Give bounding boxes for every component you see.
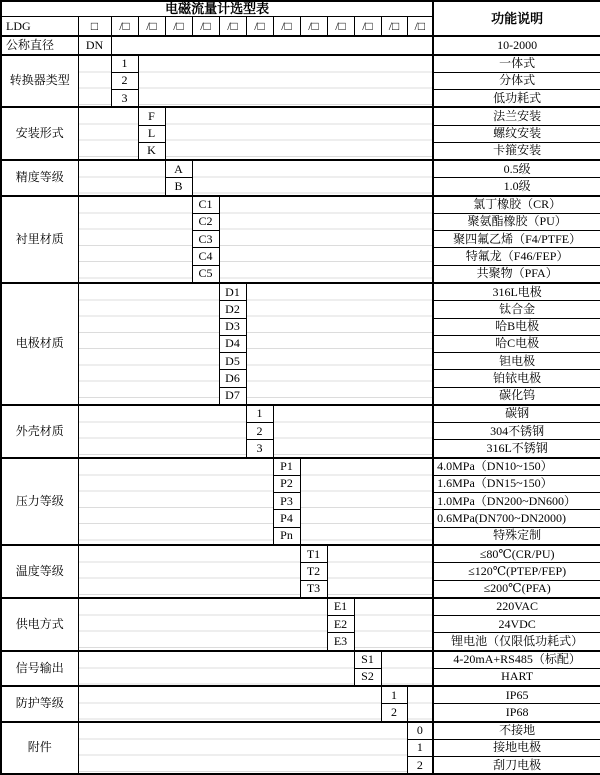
spacer-cell xyxy=(138,55,433,108)
spacer-cell xyxy=(78,598,327,651)
option-description: 316L不锈钢 xyxy=(433,440,600,458)
option-code: D4 xyxy=(219,335,246,352)
option-code: L xyxy=(138,125,165,142)
option-description: 螺纹安装 xyxy=(433,125,600,142)
spacer-cell xyxy=(192,160,433,196)
spacer-cell xyxy=(111,36,433,54)
section-label: 信号输出 xyxy=(1,651,78,687)
section-label: 公称直径 xyxy=(1,36,78,54)
code-slot-box: /□ xyxy=(381,17,407,37)
code-slot-box: /□ xyxy=(192,17,219,37)
option-code: D5 xyxy=(219,353,246,370)
section-label: 温度等级 xyxy=(1,545,78,598)
option-description: 10-2000 xyxy=(433,36,600,54)
spacer-cell xyxy=(78,651,354,687)
table-title: 电磁流量计选型表 xyxy=(1,1,433,17)
option-description: 1.0级 xyxy=(433,178,600,196)
option-code: E1 xyxy=(327,598,354,616)
option-description: 分体式 xyxy=(433,72,600,89)
option-description: HART xyxy=(433,668,600,686)
option-code: B xyxy=(165,178,192,196)
option-code: Pn xyxy=(273,527,300,545)
option-description: 一体式 xyxy=(433,55,600,73)
spacer-cell xyxy=(78,458,273,545)
code-slot-box: /□ xyxy=(327,17,354,37)
option-code: P1 xyxy=(273,458,300,476)
option-description: ≤200℃(PFA) xyxy=(433,580,600,598)
option-description: IP68 xyxy=(433,704,600,722)
spacer-cell xyxy=(246,283,433,405)
section-label: 衬里材质 xyxy=(1,196,78,283)
spacer-cell xyxy=(78,283,219,405)
section-label: 精度等级 xyxy=(1,160,78,196)
option-description: 钛合金 xyxy=(433,301,600,318)
option-code: S2 xyxy=(354,668,381,686)
option-description: 1.0MPa（DN200~DN600） xyxy=(433,493,600,510)
spacer-cell xyxy=(78,545,300,598)
code-slot-box: /□ xyxy=(165,17,192,37)
section-label: 安装形式 xyxy=(1,107,78,160)
function-description-header: 功能说明 xyxy=(433,1,600,36)
option-code: 2 xyxy=(407,757,433,775)
section-label: 防护等级 xyxy=(1,686,78,722)
option-description: 24VDC xyxy=(433,616,600,633)
option-description: 法兰安装 xyxy=(433,107,600,125)
spacer-cell xyxy=(78,160,165,196)
option-code: 2 xyxy=(111,72,138,89)
option-code: K xyxy=(138,142,165,160)
option-code: 3 xyxy=(246,440,273,458)
model-prefix: LDG xyxy=(1,17,78,37)
spacer-cell xyxy=(407,686,433,722)
option-code: 1 xyxy=(111,55,138,73)
option-description: 锂电池（仅限低功耗式） xyxy=(433,633,600,651)
spacer-cell xyxy=(300,458,433,545)
option-code: D3 xyxy=(219,318,246,335)
section-label: 供电方式 xyxy=(1,598,78,651)
option-description: 碳钢 xyxy=(433,405,600,423)
option-code: F xyxy=(138,107,165,125)
code-slot-box: /□ xyxy=(246,17,273,37)
spacer-cell xyxy=(381,651,433,687)
option-code: C4 xyxy=(192,248,219,265)
option-code: T1 xyxy=(300,545,327,563)
option-description: 刮刀电极 xyxy=(433,757,600,775)
option-code: 1 xyxy=(381,686,407,704)
option-code: E3 xyxy=(327,633,354,651)
option-description: 不接地 xyxy=(433,722,600,740)
option-description: 特殊定制 xyxy=(433,527,600,545)
spacer-cell xyxy=(78,722,407,775)
option-description: 接地电极 xyxy=(433,739,600,756)
spacer-cell xyxy=(273,405,433,458)
option-description: 低功耗式 xyxy=(433,90,600,108)
option-code: C5 xyxy=(192,265,219,283)
code-slot-box: /□ xyxy=(138,17,165,37)
code-slot-box: /□ xyxy=(273,17,300,37)
option-description: IP65 xyxy=(433,686,600,704)
option-description: ≤120℃(PTEP/FEP) xyxy=(433,563,600,580)
option-code: 2 xyxy=(381,704,407,722)
option-code: S1 xyxy=(354,651,381,669)
option-description: 0.5级 xyxy=(433,160,600,178)
option-description: 铂铱电极 xyxy=(433,370,600,387)
option-description: 1.6MPa（DN15~150） xyxy=(433,475,600,492)
option-code: D1 xyxy=(219,283,246,301)
option-description: 304不锈钢 xyxy=(433,423,600,440)
option-description: 哈C电极 xyxy=(433,335,600,352)
option-code: T2 xyxy=(300,563,327,580)
option-description: 哈B电极 xyxy=(433,318,600,335)
option-description: 碳化钨 xyxy=(433,387,600,405)
code-slot-box: /□ xyxy=(219,17,246,37)
code-slot-box: /□ xyxy=(111,17,138,37)
spacer-cell xyxy=(78,405,246,458)
option-description: ≤80℃(CR/PU) xyxy=(433,545,600,563)
option-description: 0.6MPa(DN700~DN2000) xyxy=(433,510,600,527)
option-code: D7 xyxy=(219,387,246,405)
option-description: 聚四氟乙烯（F4/PTFE） xyxy=(433,231,600,248)
code-slot-box: /□ xyxy=(300,17,327,37)
option-code: C1 xyxy=(192,196,219,214)
option-description: 220VAC xyxy=(433,598,600,616)
option-description: 特氟龙（F46/FEP） xyxy=(433,248,600,265)
option-code: 0 xyxy=(407,722,433,740)
code-slot-box: /□ xyxy=(407,17,433,37)
option-description: 钽电极 xyxy=(433,353,600,370)
option-code: T3 xyxy=(300,580,327,598)
spacer-cell xyxy=(219,196,433,283)
section-label: 转换器类型 xyxy=(1,55,78,108)
section-label: 压力等级 xyxy=(1,458,78,545)
option-code: P3 xyxy=(273,493,300,510)
option-description: 聚氨酯橡胶（PU） xyxy=(433,213,600,230)
option-code: D6 xyxy=(219,370,246,387)
option-code: D2 xyxy=(219,301,246,318)
dn-code-box: □ xyxy=(78,17,111,37)
code-slot-box: /□ xyxy=(354,17,381,37)
section-label: 附件 xyxy=(1,722,78,775)
option-code: C2 xyxy=(192,213,219,230)
spacer-cell xyxy=(327,545,433,598)
spacer-cell xyxy=(78,686,381,722)
option-code: P4 xyxy=(273,510,300,527)
option-code: A xyxy=(165,160,192,178)
option-code: 3 xyxy=(111,90,138,108)
option-description: 氯丁橡胶（CR） xyxy=(433,196,600,214)
spacer-cell xyxy=(78,196,192,283)
option-code: 1 xyxy=(246,405,273,423)
option-description: 卡箍安装 xyxy=(433,142,600,160)
section-label: 外壳材质 xyxy=(1,405,78,458)
section-label: 电极材质 xyxy=(1,283,78,405)
spacer-cell xyxy=(165,107,433,160)
option-code: C3 xyxy=(192,231,219,248)
option-code: E2 xyxy=(327,616,354,633)
option-code: P2 xyxy=(273,475,300,492)
option-description: 316L电极 xyxy=(433,283,600,301)
option-description: 共聚物（PFA） xyxy=(433,265,600,283)
option-description: 4-20mA+RS485（标配） xyxy=(433,651,600,669)
spacer-cell xyxy=(78,55,111,108)
option-code: DN xyxy=(78,36,111,54)
spacer-cell xyxy=(78,107,138,160)
option-code: 1 xyxy=(407,739,433,756)
spacer-cell xyxy=(354,598,433,651)
option-code: 2 xyxy=(246,423,273,440)
option-description: 4.0MPa（DN10~150） xyxy=(433,458,600,476)
